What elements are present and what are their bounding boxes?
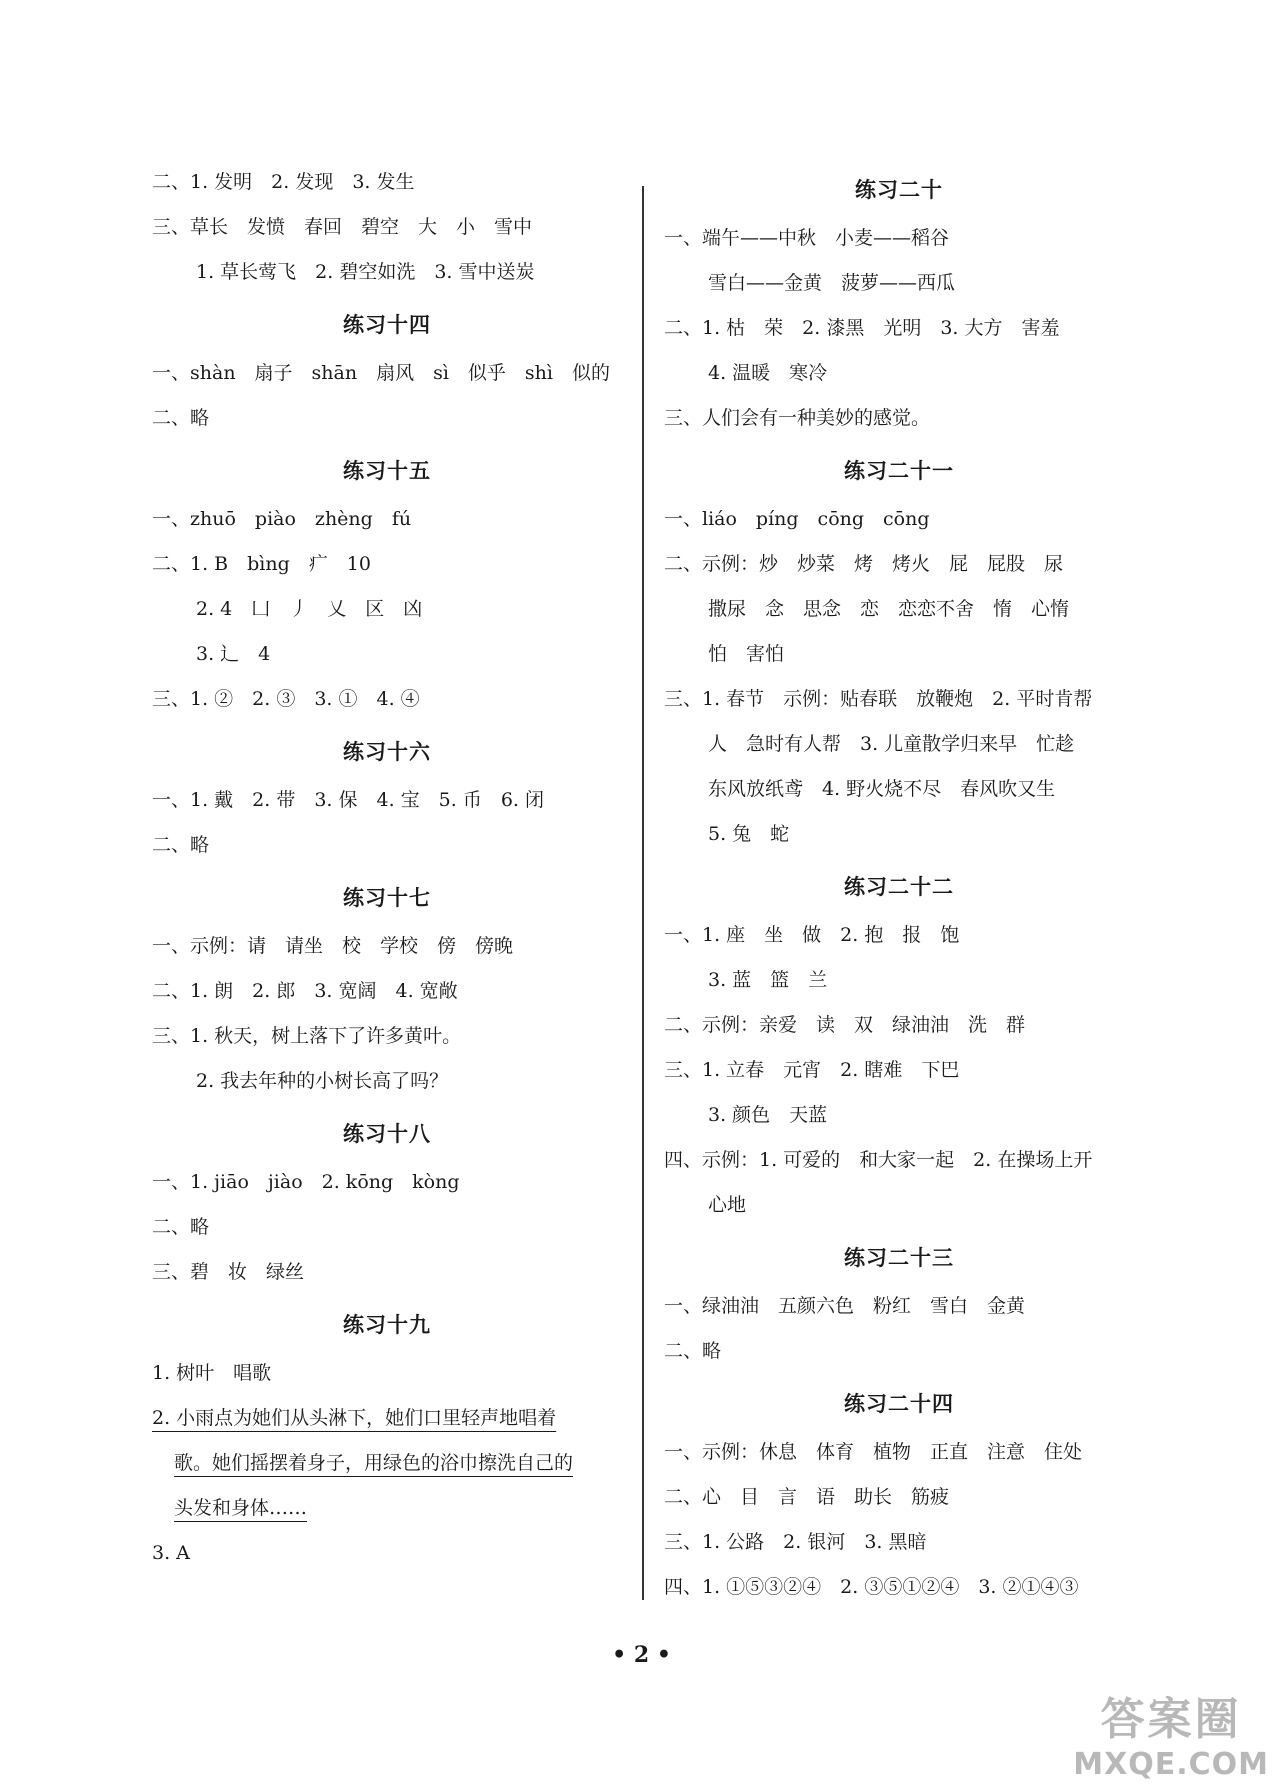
- answer-line: 二、1. B bìng 疒 10: [152, 553, 371, 575]
- answer-line: 3. 辶 4: [196, 643, 271, 665]
- answer-line: 二、1. 枯 荣 2. 漆黑 光明 3. 大方 害羞: [664, 317, 1060, 339]
- answer-line: 雪白——金黄 菠萝——西瓜: [708, 272, 956, 294]
- answer-line: 撒尿 念 思念 恋 恋恋不舍 惰 心惰: [708, 598, 1070, 620]
- answer-line: 三、1. ② 2. ③ 3. ① 4. ④: [152, 688, 420, 710]
- answer-line: 2. 4 凵 丿 乂 区 凶: [196, 598, 423, 620]
- answer-line: 3. 颜色 天蓝: [708, 1104, 828, 1126]
- answer-line: 三、碧 妆 绿丝: [152, 1261, 305, 1283]
- answer-line: 4. 温暖 寒冷: [708, 362, 828, 384]
- section-title: 练习二十一: [844, 458, 954, 483]
- column-divider: [642, 186, 644, 1600]
- answer-line: 二、1. 朗 2. 郎 3. 宽阔 4. 宽敞: [152, 980, 458, 1002]
- answer-line: 三、1. 秋天，树上落下了许多黄叶。: [152, 1025, 462, 1047]
- answer-line: 心地: [708, 1194, 747, 1216]
- answer-line: 2. 小雨点为她们从头淋下，她们口里轻声地唱着: [152, 1407, 557, 1429]
- answer-line: 二、略: [152, 834, 210, 856]
- answer-line: 二、略: [152, 407, 210, 429]
- answer-line: 一、端午——中秋 小麦——稻谷: [664, 227, 950, 249]
- answer-line: 一、liáo píng cōng cōng: [664, 508, 930, 530]
- answer-line: 三、人们会有一种美妙的感觉。: [664, 407, 931, 429]
- answer-line: 怕 害怕: [708, 643, 785, 665]
- answer-line: 一、示例：休息 体育 植物 正直 注意 住处: [664, 1441, 1083, 1463]
- answer-line: 3. A: [152, 1542, 190, 1564]
- answer-line: 1. 树叶 唱歌: [152, 1362, 272, 1384]
- section-title: 练习十五: [343, 458, 431, 483]
- page-number: • 2 •: [612, 1642, 671, 1668]
- section-title: 练习十八: [343, 1121, 431, 1146]
- answer-line: 二、略: [152, 1216, 210, 1238]
- answer-line: 三、1. 公路 2. 银河 3. 黑暗: [664, 1531, 927, 1553]
- answer-line: 一、1. 座 坐 做 2. 抱 报 饱: [664, 924, 960, 946]
- answer-line: 一、绿油油 五颜六色 粉红 雪白 金黄: [664, 1295, 1026, 1317]
- section-title: 练习二十三: [844, 1245, 954, 1270]
- answer-line: 2. 我去年种的小树长高了吗？: [196, 1070, 449, 1092]
- watermark-text: 答案圈: [1100, 1694, 1242, 1745]
- answer-line: 二、心 目 言 语 助长 筋疲: [664, 1486, 950, 1508]
- answer-line: 头发和身体……: [174, 1497, 308, 1519]
- answer-line: 3. 蓝 篮 兰: [708, 969, 828, 991]
- section-title: 练习十九: [343, 1312, 431, 1337]
- section-title: 练习二十四: [844, 1391, 954, 1416]
- section-title: 练习十六: [343, 739, 431, 764]
- section-title: 练习十七: [343, 885, 431, 910]
- answer-line: 一、shàn 扇子 shān 扇风 sì 似乎 shì 似的: [152, 362, 610, 384]
- answer-line: 三、1. 春节 示例：贴春联 放鞭炮 2. 平时肯帮: [664, 688, 1093, 710]
- answer-line: 东风放纸鸢 4. 野火烧不尽 春风吹又生: [708, 778, 1056, 800]
- answer-line: 一、1. 戴 2. 带 3. 保 4. 宝 5. 币 6. 闭: [152, 789, 545, 811]
- answer-line: 四、1. ①⑤③②④ 2. ③⑤①②④ 3. ②①④③: [664, 1576, 1079, 1598]
- right-column: [664, 160, 1134, 1610]
- answer-line: 人 急时有人帮 3. 儿童散学归来早 忙趁: [708, 733, 1075, 755]
- answer-line: 四、示例：1. 可爱的 和大家一起 2. 在操场上开: [664, 1149, 1093, 1171]
- answer-line: 歌。她们摇摆着身子，用绿色的浴巾擦洗自己的: [174, 1452, 574, 1474]
- answer-line: 二、示例：炒 炒菜 烤 烤火 屁 屁股 尿: [664, 553, 1064, 575]
- watermark-url: MXQE.COM: [1073, 1747, 1269, 1782]
- answer-line: 一、zhuō piào zhèng fú: [152, 508, 412, 530]
- answer-line: 二、示例：亲爱 读 双 绿油油 洗 群: [664, 1014, 1026, 1036]
- left-column: [152, 160, 622, 1576]
- section-title: 练习十四: [343, 312, 431, 337]
- answer-line: 三、1. 立春 元宵 2. 瞎难 下巴: [664, 1059, 960, 1081]
- answer-line: 三、草长 发愤 春回 碧空 大 小 雪中: [152, 216, 533, 238]
- answer-line: 一、1. jiāo jiào 2. kōng kòng: [152, 1171, 460, 1193]
- watermark-logo: [1073, 1683, 1269, 1782]
- answer-line: 5. 兔 蛇: [708, 823, 790, 845]
- answer-line: 一、示例：请 请坐 校 学校 傍 傍晚: [152, 935, 514, 957]
- section-title: 练习二十: [855, 177, 943, 202]
- answer-line: 二、略: [664, 1340, 722, 1362]
- answer-line: 1. 草长莺飞 2. 碧空如洗 3. 雪中送炭: [196, 261, 535, 283]
- section-title: 练习二十二: [844, 874, 954, 899]
- answer-line: 二、1. 发明 2. 发现 3. 发生: [152, 171, 415, 193]
